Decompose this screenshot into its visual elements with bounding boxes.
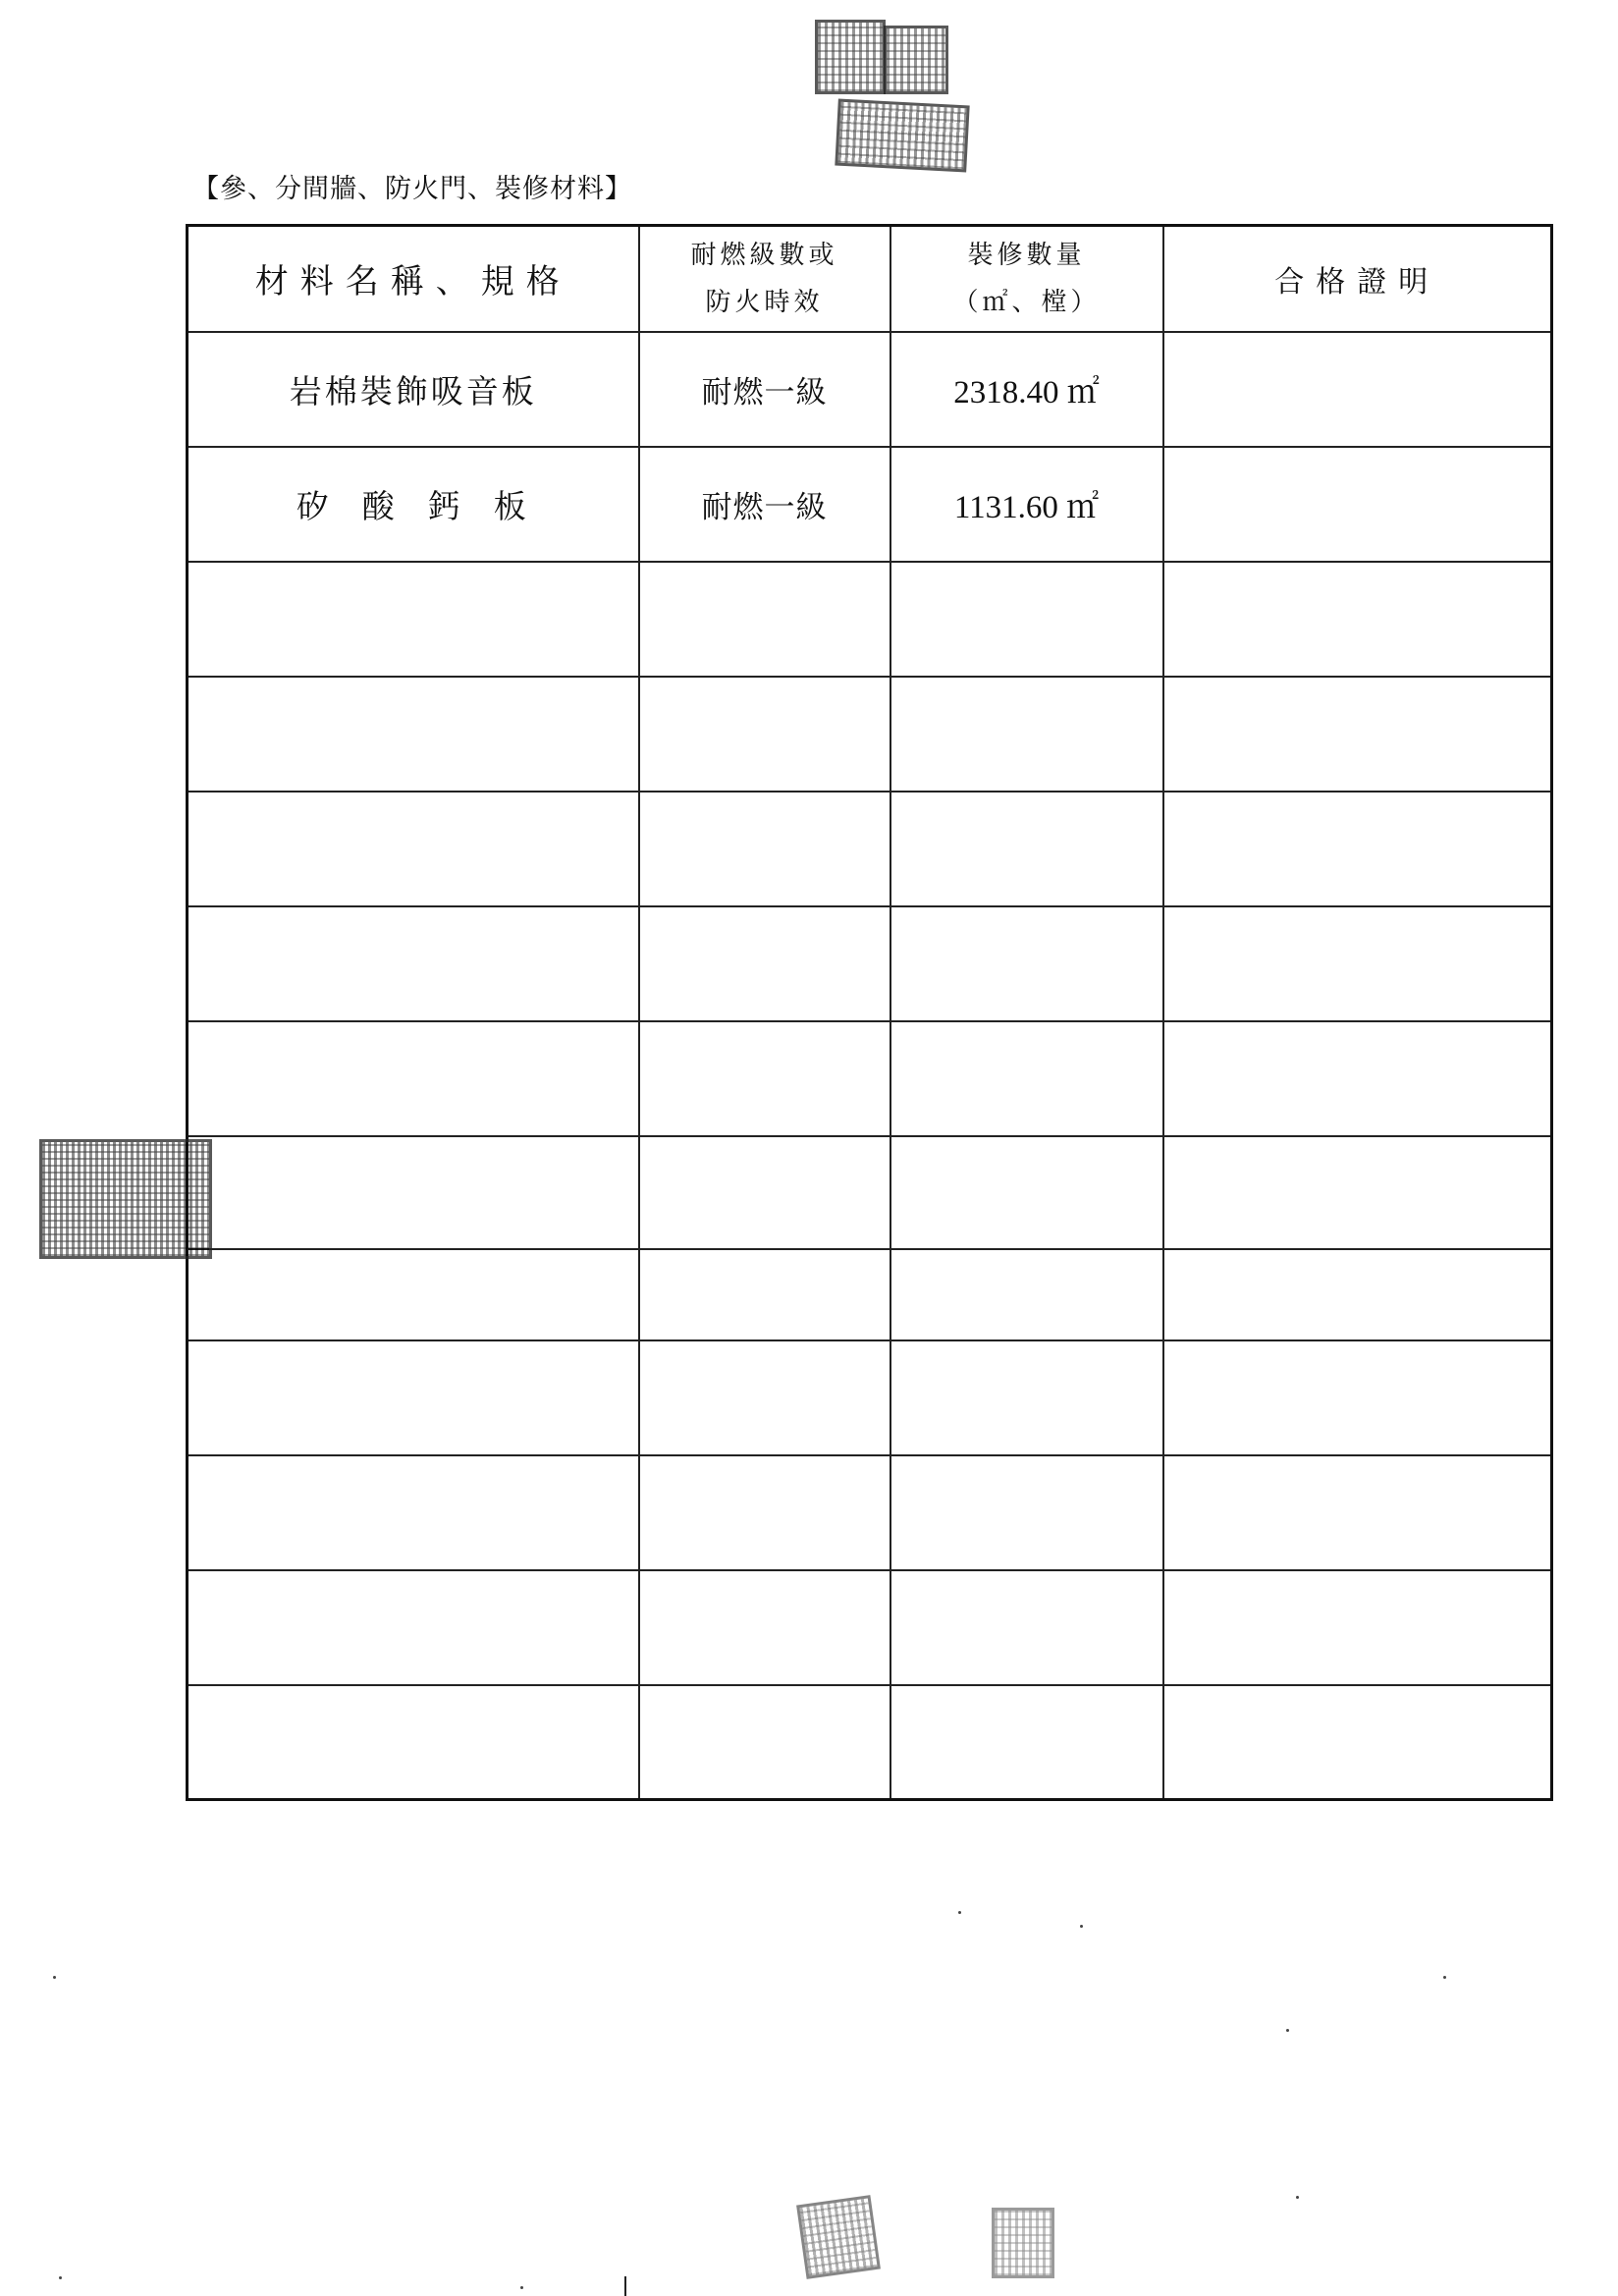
scan-speck bbox=[958, 1911, 961, 1914]
header-certificate: 合格證明 bbox=[1163, 226, 1552, 332]
cell-certificate bbox=[1163, 1136, 1552, 1249]
table-row bbox=[188, 1685, 1552, 1800]
scan-speck bbox=[53, 1976, 56, 1979]
cell-quantity bbox=[890, 1136, 1163, 1249]
cell-quantity bbox=[890, 1685, 1163, 1800]
cell-certificate bbox=[1163, 1685, 1552, 1800]
cell-fire-grade bbox=[639, 906, 890, 1021]
cell-fire-grade bbox=[639, 562, 890, 677]
seal-stamp-top-lower bbox=[835, 99, 969, 173]
table-row bbox=[188, 677, 1552, 792]
cell-fire-grade bbox=[639, 1570, 890, 1685]
cell-certificate bbox=[1163, 332, 1552, 447]
cell-certificate bbox=[1163, 1021, 1552, 1136]
cell-certificate bbox=[1163, 906, 1552, 1021]
header-fire-grade-line2: 防火時效 bbox=[705, 287, 824, 317]
cell-material-name bbox=[188, 1455, 639, 1570]
cell-quantity bbox=[890, 792, 1163, 906]
table-row bbox=[188, 906, 1552, 1021]
header-fire-grade bbox=[639, 226, 890, 332]
scan-speck bbox=[1080, 1925, 1083, 1928]
cell-quantity bbox=[890, 906, 1163, 1021]
cell-fire-grade bbox=[639, 1021, 890, 1136]
cell-material-name bbox=[188, 1249, 639, 1340]
table-row bbox=[188, 447, 1552, 562]
cell-quantity bbox=[890, 1249, 1163, 1340]
cell-fire-grade bbox=[639, 677, 890, 792]
header-quantity-line2: （㎡、樘） bbox=[952, 287, 1101, 317]
cell-quantity bbox=[890, 1455, 1163, 1570]
table-row bbox=[188, 1340, 1552, 1455]
cell-fire-grade bbox=[639, 1455, 890, 1570]
cell-certificate bbox=[1163, 1249, 1552, 1340]
cell-certificate bbox=[1163, 1570, 1552, 1685]
cell-quantity bbox=[890, 562, 1163, 677]
cell-fire-grade bbox=[639, 1136, 890, 1249]
cell-fire-grade bbox=[639, 1249, 890, 1340]
table-row bbox=[188, 1021, 1552, 1136]
header-quantity bbox=[890, 226, 1163, 332]
seal-stamp-bottom-left bbox=[796, 2195, 881, 2279]
table-row bbox=[188, 1136, 1552, 1249]
cell-material-name bbox=[188, 1340, 639, 1455]
header-material-name: 材料名稱、規格 bbox=[188, 226, 639, 332]
cell-material-name bbox=[188, 1685, 639, 1800]
cell-fire-grade bbox=[639, 1340, 890, 1455]
scan-speck bbox=[1443, 1976, 1446, 1979]
seal-stamp-bottom-right bbox=[992, 2208, 1054, 2278]
cell-material-name bbox=[188, 1570, 639, 1685]
table-row bbox=[188, 1455, 1552, 1570]
cell-material-name bbox=[188, 1136, 639, 1249]
cell-material-name: 矽酸鈣板 bbox=[188, 447, 639, 562]
cell-material-name: 岩棉裝飾吸音板 bbox=[188, 332, 639, 447]
cell-quantity: 2318.40 ㎡ bbox=[890, 332, 1163, 447]
cell-material-name bbox=[188, 1021, 639, 1136]
cell-material-name bbox=[188, 906, 639, 1021]
cell-certificate bbox=[1163, 677, 1552, 792]
header-quantity-line1: 裝修數量 bbox=[967, 240, 1086, 270]
cell-quantity bbox=[890, 1570, 1163, 1685]
materials-table bbox=[186, 224, 1553, 1801]
cell-fire-grade bbox=[639, 1685, 890, 1800]
cell-certificate bbox=[1163, 562, 1552, 677]
cell-material-name bbox=[188, 562, 639, 677]
cell-fire-grade: 耐燃一級 bbox=[639, 447, 890, 562]
table-row bbox=[188, 562, 1552, 677]
seal-stamp-top-right bbox=[884, 26, 948, 94]
scan-speck bbox=[1286, 2029, 1289, 2032]
table-row bbox=[188, 792, 1552, 906]
cell-quantity bbox=[890, 1021, 1163, 1136]
cell-material-name bbox=[188, 792, 639, 906]
cell-quantity: 1131.60 ㎡ bbox=[890, 447, 1163, 562]
seal-stamp-left-margin bbox=[39, 1139, 212, 1259]
cell-fire-grade: 耐燃一級 bbox=[639, 332, 890, 447]
cell-certificate bbox=[1163, 1455, 1552, 1570]
table-header-row bbox=[188, 226, 1552, 332]
cell-quantity bbox=[890, 677, 1163, 792]
cell-certificate bbox=[1163, 447, 1552, 562]
cell-material-name bbox=[188, 677, 639, 792]
section-title: 【參、分間牆、防火門、裝修材料】 bbox=[192, 174, 632, 204]
scan-speck bbox=[59, 2276, 62, 2279]
cell-certificate bbox=[1163, 1340, 1552, 1455]
table-row bbox=[188, 1249, 1552, 1340]
table-row bbox=[188, 1570, 1552, 1685]
seal-stamp-top-left bbox=[815, 20, 886, 94]
scan-speck bbox=[1296, 2196, 1299, 2199]
scan-speck bbox=[520, 2286, 523, 2289]
cell-certificate bbox=[1163, 792, 1552, 906]
table-row bbox=[188, 332, 1552, 447]
header-fire-grade-line1: 耐燃級數或 bbox=[690, 240, 838, 270]
cell-quantity bbox=[890, 1340, 1163, 1455]
bottom-edge-mark bbox=[624, 2276, 626, 2296]
cell-fire-grade bbox=[639, 792, 890, 906]
